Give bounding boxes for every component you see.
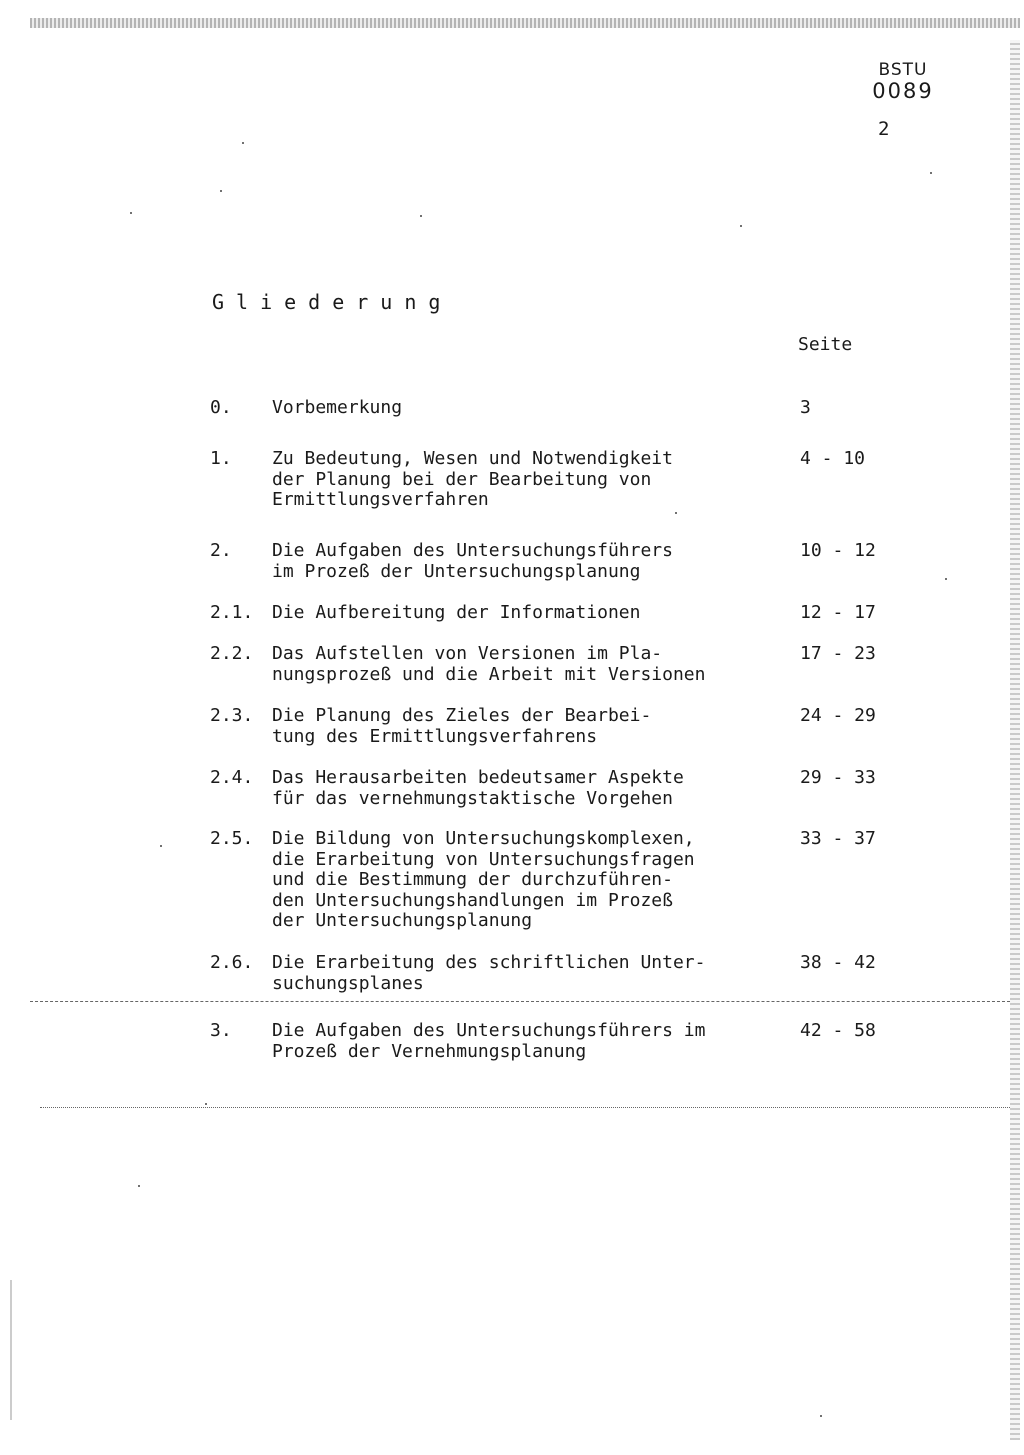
toc-entry-title-line: der Planung bei der Bearbeitung von bbox=[272, 468, 652, 490]
toc-entry bbox=[0, 398, 1024, 419]
toc-entry-title bbox=[272, 829, 695, 932]
pages-column-header: Seite bbox=[798, 334, 853, 355]
toc-entry-pages: 29 - 33 bbox=[800, 767, 876, 788]
toc-entry-number: 3. bbox=[210, 1020, 232, 1041]
toc-entry-title-line: Das Aufstellen von Versionen im Pla- bbox=[272, 643, 663, 664]
toc-entry-title bbox=[272, 706, 651, 747]
toc-entry bbox=[0, 1021, 1024, 1062]
toc-entry-number: 2.2. bbox=[210, 643, 254, 664]
toc-entry-title bbox=[272, 644, 705, 685]
toc-entry-title-line: Die Aufgaben des Untersuchungsführers im bbox=[272, 1020, 706, 1041]
toc-entry-title bbox=[272, 1021, 705, 1062]
page-title: Gliederung bbox=[212, 290, 453, 314]
toc-entry-pages: 38 - 42 bbox=[800, 952, 876, 973]
scan-speck bbox=[205, 1103, 207, 1105]
scan-speck bbox=[138, 1185, 140, 1187]
toc-entry-title-line: Die Aufbereitung der Informationen bbox=[272, 602, 641, 623]
toc-entry-number: 1. bbox=[210, 448, 232, 469]
toc-entry bbox=[0, 644, 1024, 685]
toc-entry-title bbox=[272, 398, 402, 419]
toc-entry-title-line: Die Erarbeitung des schriftlichen Unter- bbox=[272, 952, 706, 973]
toc-entry-number: 2.5. bbox=[210, 828, 254, 849]
toc-entry-pages: 17 - 23 bbox=[800, 643, 876, 664]
toc-entry bbox=[0, 541, 1024, 582]
toc-entry-pages: 10 - 12 bbox=[800, 540, 876, 561]
toc-entry bbox=[0, 706, 1024, 747]
scan-speck bbox=[160, 845, 162, 847]
toc-entry-title-line: Zu Bedeutung, Wesen und Notwendigkeit bbox=[272, 448, 673, 469]
scan-edge-left bbox=[10, 1280, 12, 1420]
toc-entry-pages: 33 - 37 bbox=[800, 828, 876, 849]
scan-speck bbox=[820, 1415, 822, 1417]
toc-entry-number: 2.3. bbox=[210, 705, 254, 726]
toc-entry-title-line: nungsprozeß und die Arbeit mit Versionen bbox=[272, 663, 706, 685]
divider-line bbox=[30, 1001, 1010, 1002]
toc-entry-title bbox=[272, 541, 673, 582]
scan-speck bbox=[740, 225, 742, 227]
toc-entry-title bbox=[272, 953, 705, 994]
toc-entry-title-line: Die Aufgaben des Untersuchungsführers bbox=[272, 540, 673, 561]
toc-entry-number: 0. bbox=[210, 397, 232, 418]
toc-entry-title-line: im Prozeß der Untersuchungsplanung bbox=[272, 560, 641, 582]
toc-entry-pages: 3 bbox=[800, 397, 811, 418]
toc-entry-title-line: Ermittlungsverfahren bbox=[272, 489, 489, 510]
toc-entry bbox=[0, 449, 1024, 511]
toc-entry-title-line: der Untersuchungsplanung bbox=[272, 910, 533, 931]
toc-entry-number: 2.6. bbox=[210, 952, 254, 973]
toc-entry-pages: 42 - 58 bbox=[800, 1020, 876, 1041]
toc-entry-title-line: suchungsplanes bbox=[272, 972, 424, 994]
page-number: 2 bbox=[878, 118, 890, 140]
toc-entry-title-line: Die Bildung von Untersuchungskomplexen, bbox=[272, 828, 695, 849]
scan-speck bbox=[930, 172, 932, 174]
toc-entry-title-line: Die Planung des Zieles der Bearbei- bbox=[272, 705, 652, 726]
toc-entry bbox=[0, 603, 1024, 624]
toc-entry-pages: 24 - 29 bbox=[800, 705, 876, 726]
toc-entry-title-line: für das vernehmungstaktische Vorgehen bbox=[272, 787, 673, 809]
scan-edge-top bbox=[30, 18, 1020, 28]
archive-stamp bbox=[858, 62, 948, 102]
toc-entry-title-line: tung des Ermittlungsverfahrens bbox=[272, 725, 598, 747]
toc-entry-title-line: und die Bestimmung der durchzuführen- bbox=[272, 869, 673, 890]
archive-stamp-label: BSTU bbox=[878, 60, 928, 80]
toc-entry-pages: 4 - 10 bbox=[800, 448, 866, 469]
scan-speck bbox=[242, 142, 244, 144]
toc-entry-title-line: Prozeß der Vernehmungsplanung bbox=[272, 1040, 587, 1062]
toc-entry-title bbox=[272, 603, 640, 624]
toc-entry-title bbox=[272, 768, 684, 809]
scan-speck bbox=[130, 212, 132, 214]
toc-entry-number: 2.4. bbox=[210, 767, 254, 788]
archive-stamp-number: 0089 bbox=[872, 78, 934, 103]
toc-entry-pages: 12 - 17 bbox=[800, 602, 876, 623]
scan-speck bbox=[675, 512, 677, 514]
toc-entry-title-line: den Untersuchungshandlungen im Prozeß bbox=[272, 889, 673, 911]
toc-entry bbox=[0, 953, 1024, 994]
toc-entry-number: 2.1. bbox=[210, 602, 254, 623]
toc-entry-title bbox=[272, 449, 673, 511]
toc-entry-title-line: Das Herausarbeiten bedeutsamer Aspekte bbox=[272, 767, 684, 788]
divider-line bbox=[40, 1107, 1010, 1108]
scan-speck bbox=[220, 190, 222, 192]
toc-entry-number: 2. bbox=[210, 540, 232, 561]
toc-entry-title-line: Vorbemerkung bbox=[272, 397, 403, 418]
toc-entry bbox=[0, 768, 1024, 809]
scan-speck bbox=[420, 215, 422, 217]
toc-entry bbox=[0, 829, 1024, 932]
toc-entry-title-line: die Erarbeitung von Untersuchungsfragen bbox=[272, 848, 695, 870]
scan-speck bbox=[945, 578, 947, 580]
